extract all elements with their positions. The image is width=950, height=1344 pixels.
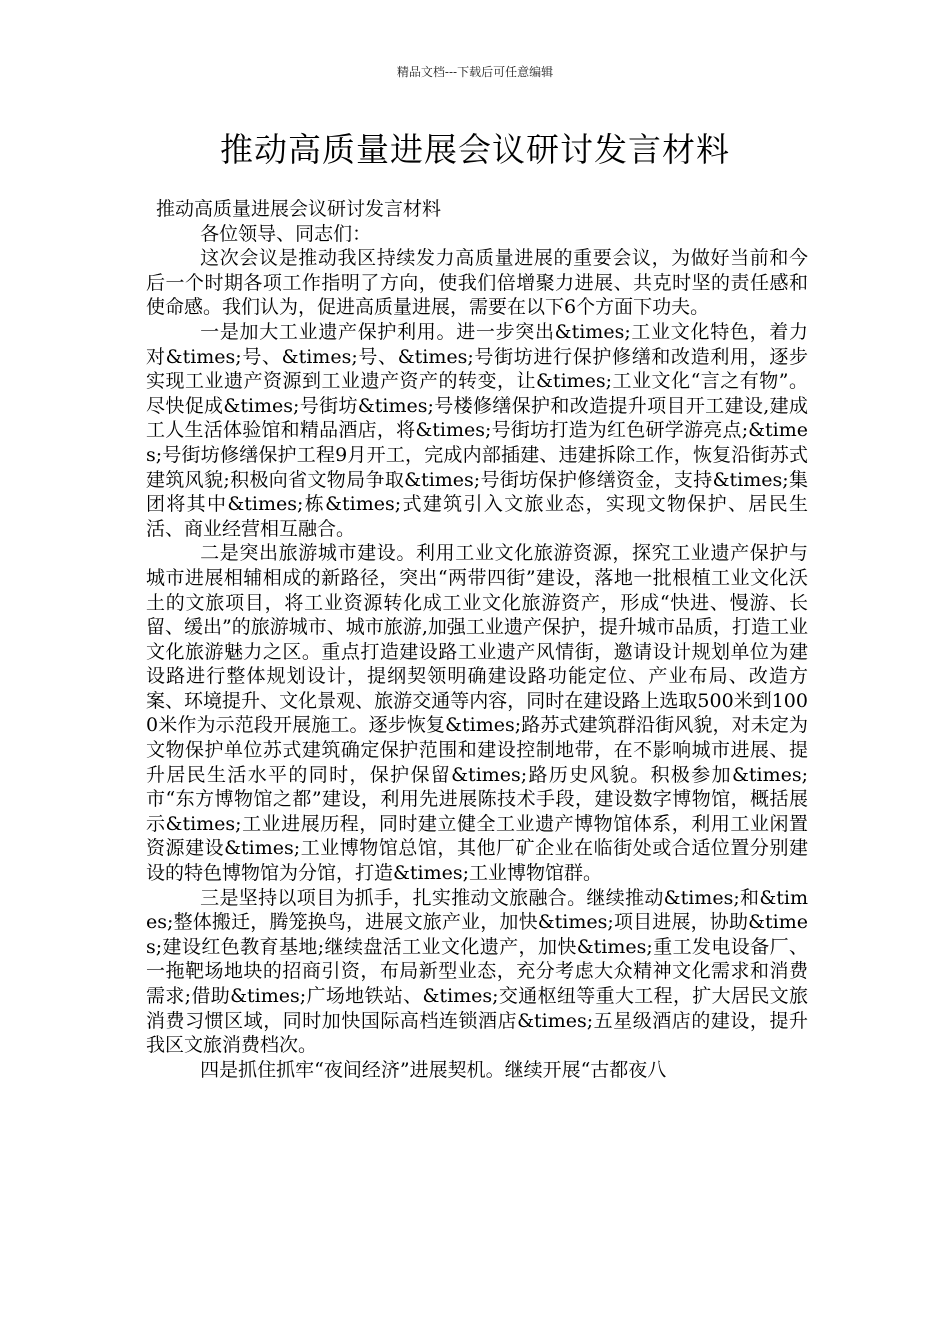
paragraph-intro: 这次会议是推动我区持续发力高质量进展的重要会议，为做好当前和今后一个时期各项工作指明了方向，使我们倍增聚力进展、共克时坚的责任感和使命感。我们认为，促进高质量进展，需要在以下6个方面下功夫。 <box>146 247 808 319</box>
paragraph-point-one: 一是加大工业遗产保护利用。进一步突出&times;工业文化特色，着力对&times;号、&times;号、&times;号街坊进行保护修缮和改造利用，逐步实现工业遗产资源到工业遗产资产的转变，让&times;工业文化“言之有物”。尽快促成&times;号街坊&times;号楼修缮保护和改造提升项目开工建设,建成工人生活体验馆和精品酒店，将&times;号街坊打造为红色研学游亮点;&times;号街坊修缮保护工程9月开工，完成内部插建、违建拆除工作，恢复沿街苏式建筑风貌;积极向省文物局争取&times;号街坊保护修缮资金，支持&times;集团将其中&times;栋&times;式建筑引入文旅业态，实现文物保护、居民生活、商业经营相互融合。 <box>146 320 808 540</box>
salutation: 各位领导、同志们： <box>200 222 372 245</box>
document-subtitle: 推动高质量进展会议研讨发言材料 <box>156 198 442 220</box>
paragraph-point-four: 四是抓住抓牢“夜间经济”进展契机。继续开展“古都夜八 <box>200 1058 667 1081</box>
document-body <box>146 197 808 1082</box>
header-note: 精品文档---下载后可任意编辑 <box>396 65 554 79</box>
paragraph-point-two: 二是突出旅游城市建设。利用工业文化旅游资源，探究工业遗产保护与城市进展相辅相成的新路径，突出“两带四街”建设，落地一批根植工业文化沃土的文旅项目，将工业资源转化成工业文化旅游资产，形成“快进、慢游、长留、缓出”的旅游城市、城市旅游,加强工业遗产保护，提升城市品质，打造工业文化旅游魅力之区。重点打造建设路工业遗产风情街，邀请设计规划单位为建设路进行整体规划设计，提纲契领明确建设路功能定位、产业布局、改造方案、环境提升、文化景观、旅游交通等内容，同时在建设路上选取500米到1000米作为示范段开展施工。逐步恢复&times;路苏式建筑群沿街风貌，对未定为文物保护单位苏式建筑确定保护范围和建设控制地带，在不影响城市进展、提升居民生活水平的同时，保护保留&times;路历史风貌。积极参加&times;市“东方博物馆之都”建设，利用先进展陈技术手段，建设数字博物馆，概括展示&times;工业进展历程，同时建立健全工业遗产博物馆体系，利用工业闲置资源建设&times;工业博物馆总馆，其他厂矿企业在临街处或合适位置分别建设的特色博物馆为分馆，打造&times;工业博物馆群。 <box>146 542 808 885</box>
paragraph-point-three: 三是坚持以项目为抓手，扎实推动文旅融合。继续推动&times;和&times;整体搬迁，腾笼换鸟，进展文旅产业，加快&times;项目进展，协助&times;建设红色教育基地;继续盘活工业文化遗产，加快&times;重工发电设备厂、一拖靶场地块的招商引资，布局新型业态，充分考虑大众精神文化需求和消费需求;借助&times;广场地铁站、&times;交通枢纽等重大工程，扩大居民文旅消费习惯区域，同时加快国际高档连锁酒店&times;五星级酒店的建设，提升我区文旅消费档次。 <box>146 886 808 1057</box>
document-title: 推动高质量进展会议研讨发言材料 <box>220 130 730 169</box>
